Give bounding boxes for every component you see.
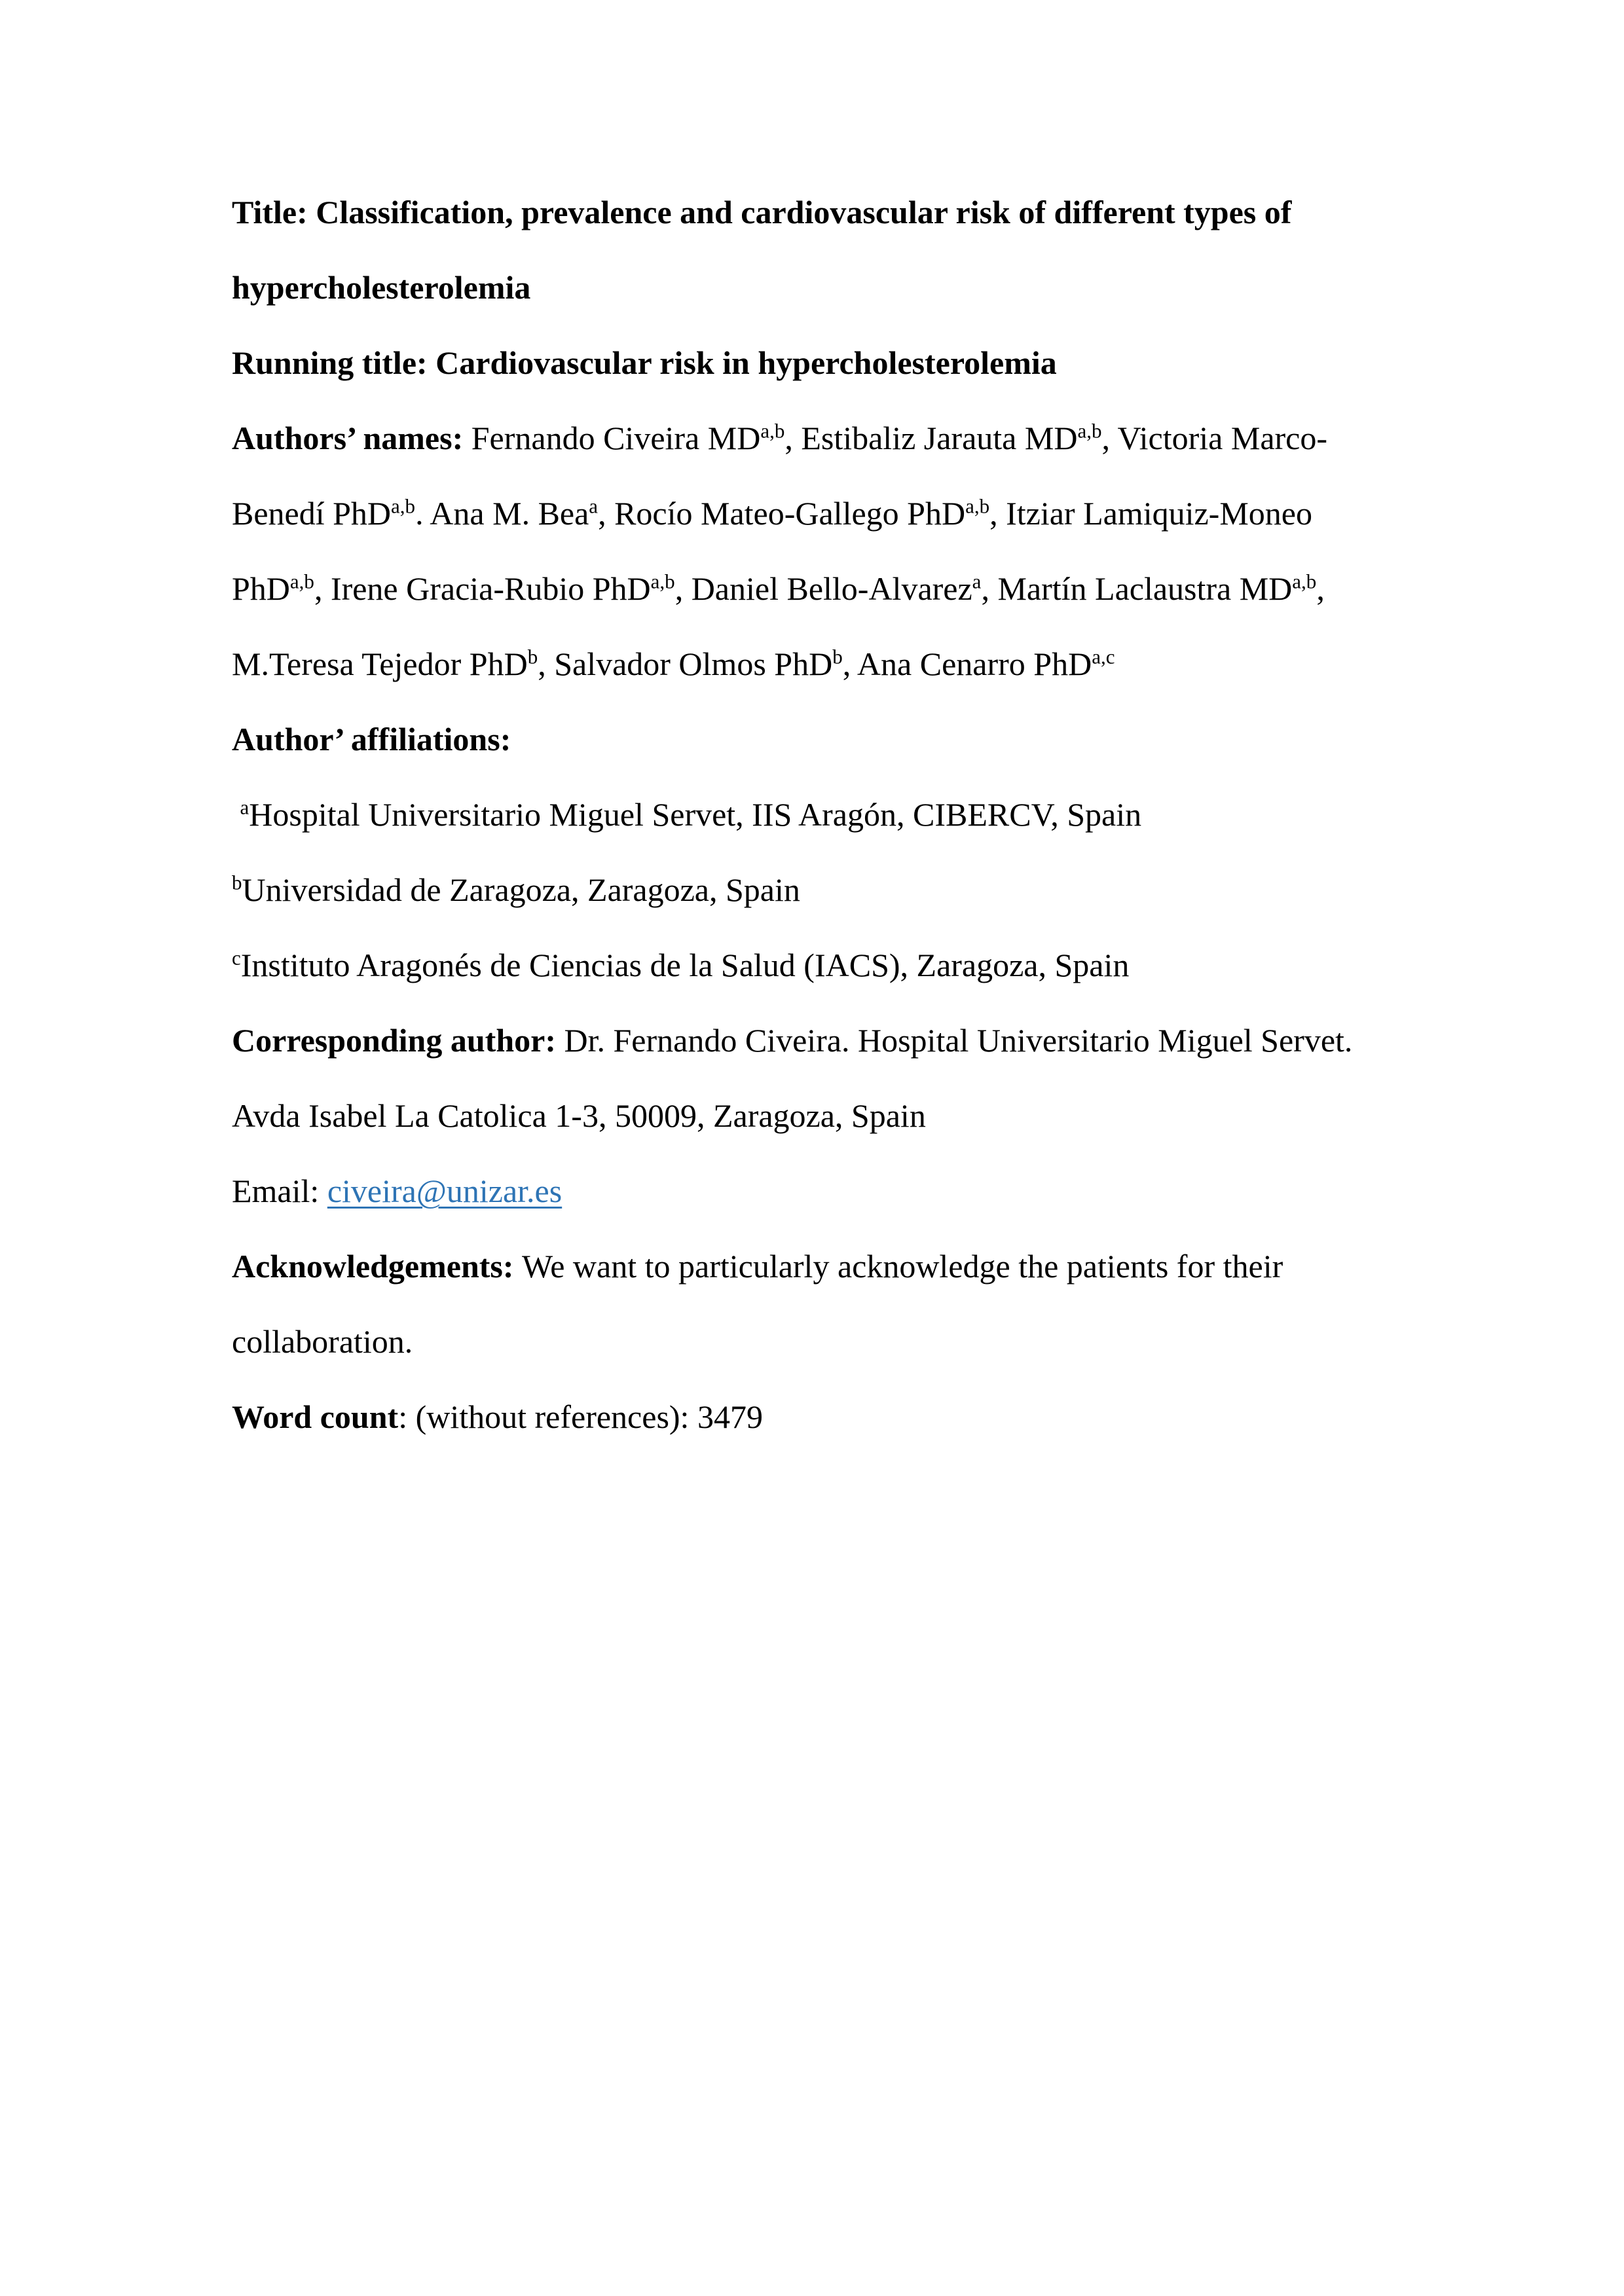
superscript-affiliation-marker: a,b	[391, 494, 416, 518]
text-run: : (without references): 3479	[398, 1398, 763, 1435]
text-run: , Victoria Marco-Benedí PhD	[232, 420, 1328, 532]
superscript-affiliation-marker: a	[240, 795, 249, 819]
superscript-affiliation-marker: c	[232, 946, 241, 970]
paragraph-authors	[232, 401, 1393, 702]
paragraph-affiliation-a	[232, 777, 1393, 852]
text-run: Fernando Civeira MD	[471, 420, 761, 456]
text-run: Hospital Universitario Miguel Servet, IIS Aragón, CIBERCV, Spain	[249, 796, 1142, 833]
text-run: We want to particularly acknowledge the patients for their collaboration.	[232, 1248, 1283, 1360]
superscript-affiliation-marker: a,b	[760, 419, 785, 443]
paragraph-title	[232, 175, 1393, 325]
superscript-affiliation-marker: a,b	[650, 570, 675, 593]
text-run: Acknowledgements:	[232, 1248, 523, 1285]
text-run: , M.Teresa Tejedor PhD	[232, 570, 1325, 682]
text-run: , Estibaliz Jarauta MD	[784, 420, 1078, 456]
paragraph-corresponding-author	[232, 1003, 1393, 1229]
text-run	[232, 796, 240, 833]
text-run: Title: Classification, prevalence and cardiovascular risk of different types of hypercholesterolemia	[232, 194, 1292, 306]
text-run: Instituto Aragonés de Ciencias de la Salud (IACS), Zaragoza, Spain	[240, 947, 1130, 983]
superscript-affiliation-marker: a,b	[1077, 419, 1102, 443]
text-run: Word count	[232, 1398, 399, 1435]
text-run: Authors’ names:	[232, 420, 471, 456]
superscript-affiliation-marker: b	[527, 645, 538, 668]
paragraph-running-title	[232, 325, 1393, 401]
text-run: . Ana M. Bea	[415, 495, 589, 532]
paragraph-affiliation-c	[232, 928, 1393, 1003]
email-link[interactable]: civeira@unizar.es	[327, 1173, 563, 1209]
superscript-affiliation-marker: b	[832, 645, 843, 668]
text-run: , Itziar Lamiquiz-Moneo PhD	[232, 495, 1312, 607]
superscript-affiliation-marker: a,b	[1292, 570, 1317, 593]
superscript-affiliation-marker: a	[589, 494, 599, 518]
superscript-affiliation-marker: a,c	[1092, 645, 1115, 668]
text-run: , Rocío Mateo-Gallego PhD	[598, 495, 966, 532]
superscript-affiliation-marker: a,b	[289, 570, 314, 593]
text-run: , Martín Laclaustra MD	[981, 570, 1293, 607]
text-run: , Daniel Bello-Alvarez	[674, 570, 972, 607]
paragraph-acknowledgements	[232, 1229, 1393, 1379]
paragraph-affiliation-b	[232, 852, 1393, 928]
superscript-affiliation-marker: a,b	[965, 494, 990, 518]
text-run: Running title: Cardiovascular risk in hypercholesterolemia	[232, 344, 1057, 381]
text-run: Email:	[232, 1173, 327, 1209]
text-run: , Salvador Olmos PhD	[538, 646, 833, 682]
superscript-affiliation-marker: a	[972, 570, 982, 593]
paragraph-affiliations-heading	[232, 702, 1393, 777]
superscript-affiliation-marker: b	[232, 871, 242, 894]
text-run: Dr. Fernando Civeira. Hospital Universitario Miguel Servet. Avda Isabel La Catolica 1-3, 50009, Zaragoza, Spain	[232, 1022, 1353, 1134]
text-run: Universidad de Zaragoza, Zaragoza, Spain	[242, 871, 800, 908]
text-run: Author’ affiliations:	[232, 721, 511, 757]
text-run: , Irene Gracia-Rubio PhD	[314, 570, 651, 607]
text-run: , Ana Cenarro PhD	[842, 646, 1092, 682]
paragraph-word-count	[232, 1379, 1393, 1455]
text-run: Corresponding author:	[232, 1022, 564, 1059]
